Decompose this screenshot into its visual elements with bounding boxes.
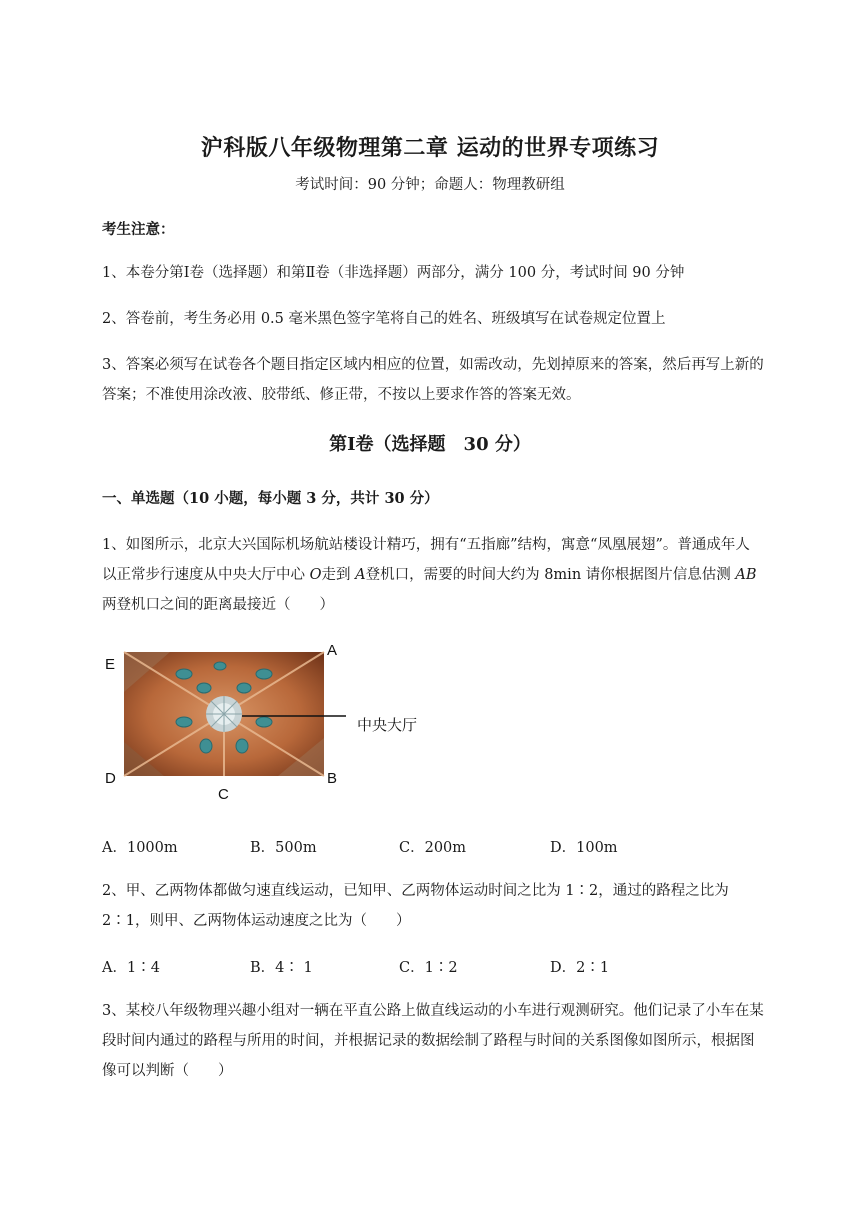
figure-callout-central-hall: 中央大厅 <box>357 717 418 734</box>
question-1-stem: 1、如图所示，北京大兴国际机场航站楼设计精巧，拥有“五指廊”结构，寓意“凤凰展翅”。普通成年人以正常步行速度从中央大厅中心 O走到 A登机口，需要的时间大约为 8min 请你根据图片信息估测 AB两登机口之间的距离最接近（ ） <box>102 537 757 613</box>
option-a[interactable]: A．1000m <box>102 840 178 856</box>
option-a[interactable]: A．1∶4 <box>102 960 160 976</box>
figure-label-b: B <box>327 770 338 787</box>
option-c[interactable]: C．200m <box>399 840 467 856</box>
option-b[interactable]: B．500m <box>250 840 317 856</box>
option-b[interactable]: B．4∶ 1 <box>250 960 313 976</box>
page-title: 沪科版八年级物理第二章 运动的世界专项练习 <box>200 135 660 161</box>
option-d[interactable]: D．100m <box>550 840 618 856</box>
question-3-stem: 3、某校八年级物理兴趣小组对一辆在平直公路上做直线运动的小车进行观测研究。他们记录了小车在某段时间内通过的路程与所用的时间，并根据记录的数据绘制了路程与时间的关系图像如图所示，根据图像可以判断（ ） <box>102 1003 764 1079</box>
notice-item-1: 1、本卷分第Ⅰ卷（选择题）和第Ⅱ卷（非选择题）两部分，满分 100 分，考试时间 90 分钟 <box>102 265 685 281</box>
airport-figure <box>100 642 440 804</box>
option-c[interactable]: C．1∶2 <box>399 960 458 976</box>
notice-item-2: 2、答卷前，考生务必用 0.5 毫米黑色签字笔将自己的姓名、班级填写在试卷规定位置上 <box>102 311 666 327</box>
figure-label-c: C <box>218 786 229 803</box>
notice-item-3: 3、答案必须写在试卷各个题目指定区域内相应的位置，如需改动，先划掉原来的答案，然后再写上新的答案；不准使用涂改液、胶带纸、修正带，不按以上要求作答的答案无效。 <box>102 357 764 403</box>
figure-label-d: D <box>105 770 116 787</box>
option-d[interactable]: D．2∶1 <box>550 960 610 976</box>
section-title: 第Ⅰ卷（选择题 30 分） <box>329 434 531 455</box>
figure-label-e: E <box>105 656 116 673</box>
part-heading: 一、单选题（10 小题，每小题 3 分，共计 30 分） <box>102 490 439 507</box>
question-2-stem: 2、甲、乙两物体都做匀速直线运动，已知甲、乙两物体运动时间之比为 1∶2，通过的路程之比为 2∶1，则甲、乙两物体运动速度之比为（ ） <box>102 883 729 929</box>
figure-label-a: A <box>327 642 338 659</box>
page-subtitle: 考试时间：90 分钟；命题人：物理教研组 <box>295 177 565 193</box>
notice-heading: 考生注意： <box>102 221 175 238</box>
